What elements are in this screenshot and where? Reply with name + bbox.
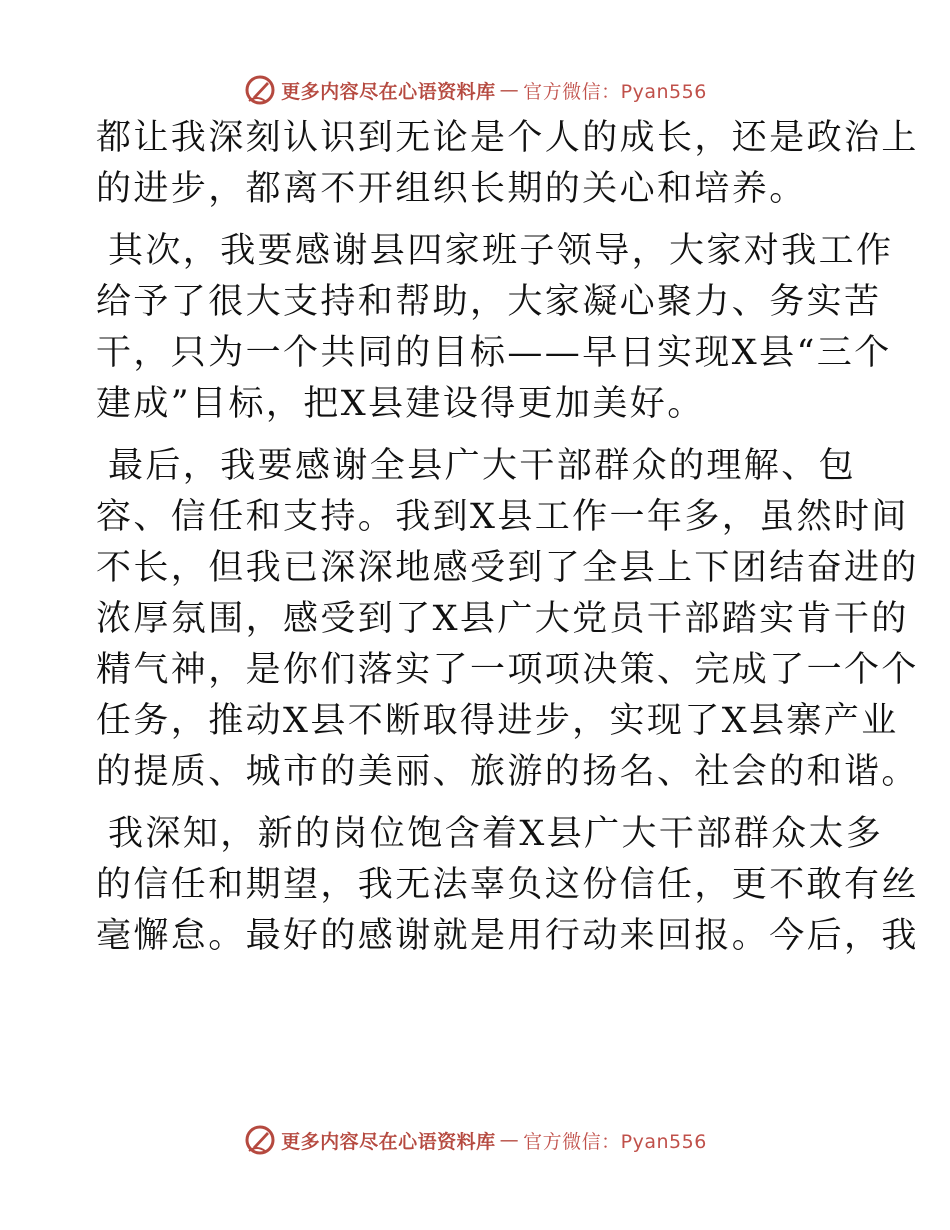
paragraph <box>96 231 894 425</box>
brand-logo-icon <box>243 1123 277 1157</box>
footer-banner <box>0 1120 950 1160</box>
header-banner <box>0 70 950 110</box>
banner-separator: — <box>499 79 520 101</box>
text-line: 其次，我要感谢县四家班子领导，大家对我工作 <box>108 231 894 271</box>
banner-separator: — <box>499 1129 520 1151</box>
banner-brand-text: 更多内容尽在心语资料库 <box>281 80 496 103</box>
text-line: 的进步，都离不开组织长期的关心和培养。 <box>96 169 807 209</box>
text-line: 的信任和期望，我无法辜负这份信任，更不敢有丝 <box>96 865 919 905</box>
brand-logo-icon <box>243 73 277 107</box>
text-line: 给予了很大支持和帮助，大家凝心聚力、务实苦 <box>96 282 882 322</box>
banner-wechat-text: 官方微信：Pyan556 <box>523 80 707 103</box>
banner-brand-text: 更多内容尽在心语资料库 <box>281 1130 496 1153</box>
document-body <box>96 118 919 978</box>
text-line: 我深知，新的岗位饱含着X县广大干部群众太多 <box>108 814 884 854</box>
text-line: 都让我深刻认识到无论是个人的成长，还是政治上 <box>96 118 919 158</box>
text-line: 毫懈怠。最好的感谢就是用行动来回报。今后，我 <box>96 916 919 956</box>
text-line: 干，只为一个共同的目标——早日实现X县“三个 <box>96 333 892 373</box>
text-line: 精气神，是你们落实了一项项决策、完成了一个个 <box>96 650 919 690</box>
text-line: 容、信任和支持。我到X县工作一年多，虽然时间 <box>96 497 909 537</box>
paragraph <box>96 446 919 793</box>
paragraph <box>96 118 919 210</box>
text-line: 浓厚氛围，感受到了X县广大党员干部踏实肯干的 <box>96 599 909 639</box>
text-line: 的提质、城市的美丽、旅游的扬名、社会的和谐。 <box>96 752 919 792</box>
text-line: 任务，推动X县不断取得进步，实现了X县寨产业 <box>96 701 899 741</box>
banner-wechat-text: 官方微信：Pyan556 <box>523 1130 707 1153</box>
text-line: 建成”目标，把X县建设得更加美好。 <box>96 384 705 424</box>
text-line: 不长，但我已深深地感受到了全县上下团结奋进的 <box>96 548 919 588</box>
text-line: 最后，我要感谢全县广大干部群众的理解、包 <box>108 446 857 486</box>
paragraph <box>96 814 919 957</box>
